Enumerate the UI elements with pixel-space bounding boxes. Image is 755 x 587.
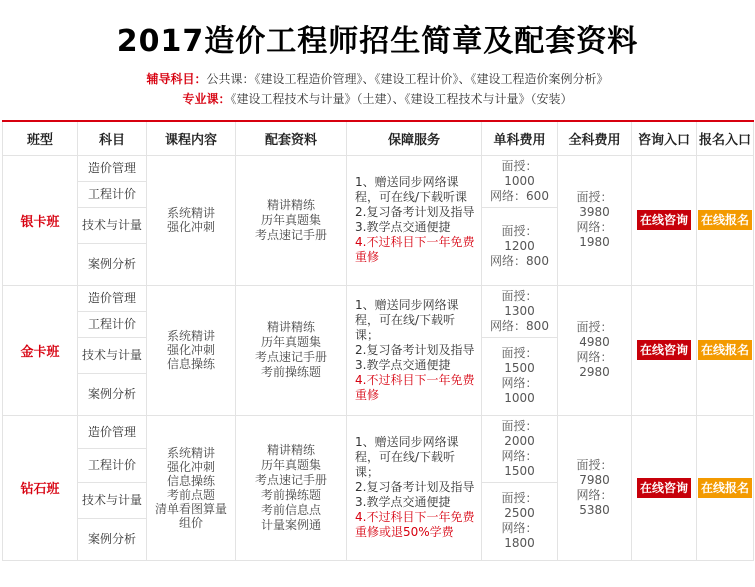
page-title: 2017造价工程师招生简章及配套资料 (116, 24, 639, 59)
header-full-fee: 全科费用 (558, 121, 632, 155)
subject-cell: 案例分析 (78, 373, 147, 415)
materials: 精讲精练 历年真题集 考点速记手册 (236, 155, 347, 285)
guarantee-item: 3.教学点交通便捷 (355, 495, 451, 509)
table-row (3, 285, 754, 311)
course-content: 系统精讲 强化冲刺 (147, 155, 236, 285)
guarantee-item: 1、赠送同步网络课程，可在线/下载听课； (355, 297, 459, 342)
subject-cell: 技术与计量 (78, 482, 147, 518)
online-consult-button[interactable]: 在线咨询 (637, 340, 691, 360)
full-fee: 面授： 7980 网络： 5380 (558, 415, 632, 560)
consult-cell (632, 415, 697, 560)
subject-cell: 工程计价 (78, 181, 147, 207)
guarantee-item: 3.教学点交通便捷 (355, 220, 451, 234)
online-signup-button[interactable]: 在线报名 (698, 478, 752, 498)
materials: 精讲精练 历年真题集 考点速记手册 考前操练题 考前信息点 计量案例通 (236, 415, 347, 560)
online-signup-button[interactable]: 在线报名 (698, 340, 752, 360)
subject-cell: 案例分析 (78, 243, 147, 285)
professional-courses-line (0, 90, 755, 107)
table-row (3, 155, 754, 181)
subject-cell: 工程计价 (78, 311, 147, 337)
header-single-fee: 单科费用 (482, 121, 558, 155)
header-materials: 配套资料 (236, 121, 347, 155)
guarantee-item-highlight: 4.不过科目下一年免费重修 (355, 372, 475, 402)
course-content: 系统精讲 强化冲刺 信息操练 考前点题 清单看图算量 组价 (147, 415, 236, 560)
materials: 精讲精练 历年真题集 考点速记手册 考前操练题 (236, 285, 347, 415)
consult-cell (632, 285, 697, 415)
guarantee-item-highlight: 4.不过科目下一年免费重修 (355, 235, 475, 264)
guarantee-item-highlight: 4.不过科目下一年免费重修或退50%学费 (355, 510, 475, 539)
header-subject: 科目 (78, 121, 147, 155)
online-signup-button[interactable]: 在线报名 (698, 210, 752, 230)
professional-courses-label: 专业课： (182, 92, 231, 106)
signup-cell (697, 155, 754, 285)
subject-cell: 技术与计量 (78, 207, 147, 243)
consult-cell (632, 155, 697, 285)
subject-cell: 造价管理 (78, 155, 147, 181)
guarantee-service (347, 155, 482, 285)
subject-cell: 造价管理 (78, 285, 147, 311)
guarantee-item: 3.教学点交通便捷 (355, 357, 451, 372)
full-fee: 面授： 4980 网络： 2980 (558, 285, 632, 415)
guarantee-item: 1、赠送同步网络课程，可在线/下载听课； (355, 435, 459, 479)
header-class-type: 班型 (3, 121, 78, 155)
online-consult-button[interactable]: 在线咨询 (637, 478, 691, 498)
single-fee-b: 面授： 1200 网络：800 (482, 207, 558, 285)
table-header-row (3, 121, 754, 155)
subject-cell: 工程计价 (78, 449, 147, 483)
tutoring-subjects-label: 辅导科目： (146, 72, 207, 86)
course-content: 系统精讲 强化冲刺 信息操练 (147, 285, 236, 415)
public-courses-text: 公共课：《建设工程造价管理》、《建设工程计价》、《建设工程造价案例分析》 (206, 72, 609, 86)
guarantee-item: 2.复习备考计划及指导 (355, 342, 475, 357)
subject-cell: 造价管理 (78, 415, 147, 449)
signup-cell (697, 415, 754, 560)
guarantee-service (347, 415, 482, 560)
guarantee-service (347, 285, 482, 415)
guarantee-item: 1、赠送同步网络课程，可在线/下载听课 (355, 175, 468, 204)
header-signup: 报名入口 (697, 121, 754, 155)
subject-cell: 案例分析 (78, 518, 147, 560)
online-consult-button[interactable]: 在线咨询 (637, 210, 691, 230)
single-fee-a: 面授： 1000 网络：600 (482, 155, 558, 207)
signup-cell (697, 285, 754, 415)
professional-courses-text: 《建设工程技术与计量》（土建）、《建设工程技术与计量》（安装） (230, 92, 573, 106)
single-fee-a: 面授： 2000 网络： 1500 (482, 415, 558, 482)
single-fee-b: 面授： 2500 网络： 1800 (482, 482, 558, 560)
table-row (3, 415, 754, 449)
guarantee-item: 2.复习备考计划及指导 (355, 205, 475, 219)
header-guarantee: 保障服务 (347, 121, 482, 155)
tutoring-subjects-line (0, 70, 755, 87)
header-consult: 咨询入口 (632, 121, 697, 155)
class-name: 金卡班 (3, 285, 78, 415)
single-fee-b: 面授： 1500 网络： 1000 (482, 337, 558, 415)
course-table (2, 120, 754, 561)
header-course-content: 课程内容 (147, 121, 236, 155)
class-name: 钻石班 (3, 415, 78, 560)
guarantee-item: 2.复习备考计划及指导 (355, 480, 475, 494)
full-fee: 面授： 3980 网络： 1980 (558, 155, 632, 285)
class-name: 银卡班 (3, 155, 78, 285)
subject-cell: 技术与计量 (78, 337, 147, 373)
single-fee-a: 面授： 1300 网络：800 (482, 285, 558, 337)
